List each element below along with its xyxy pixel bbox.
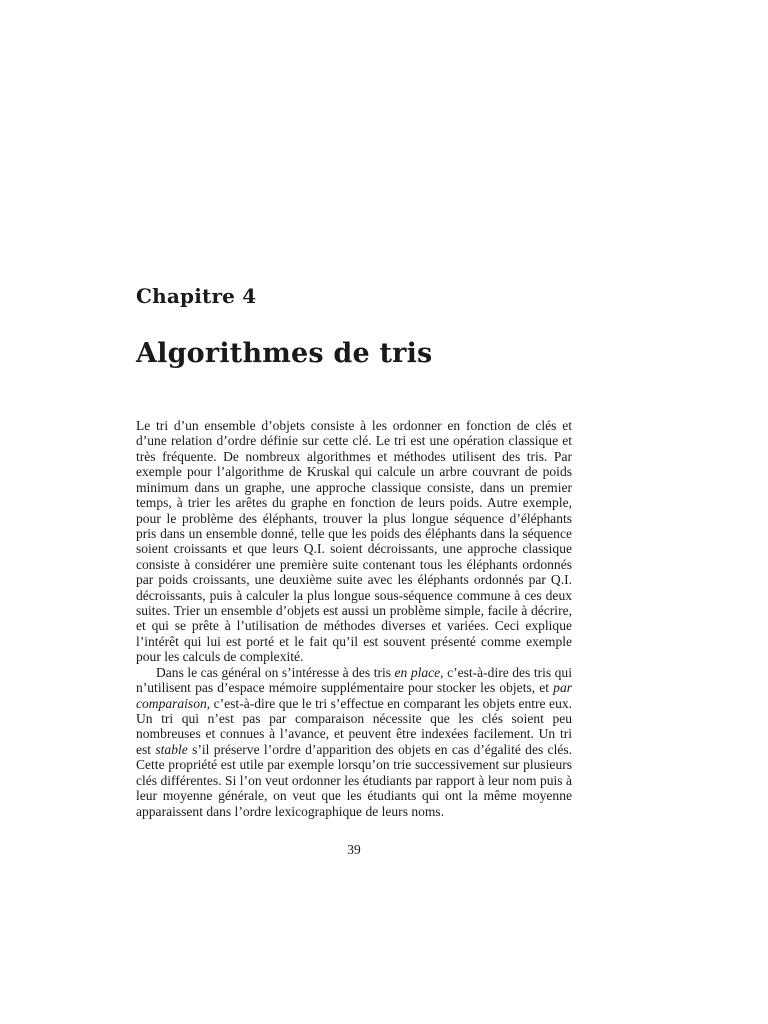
chapter-title: Algorithmes de tris [136,338,433,369]
emphasized-term: par comparaison [136,680,572,711]
page-number: 39 [347,842,361,857]
paragraph-intro [136,418,572,665]
text-segment: , c’est-à-dire que le tri s’effectue en comparant les objets entre eux. Un tri qui n’est pas par comparaison nécessite que les clés soient peu nombreuses et connues à l’avance, et peuvent être indexées facilement. Un tri est [136,695,572,757]
text-segment: Le tri d’un ensemble d’objets consiste à les ordonner en fonction de clés et d’une relation d’ordre définie sur cette clé. Le tri est une opération classique et très fréquente. De nombreux algorithmes et méthodes utilisent des tris. Par exemple pour l’algorithme de Kruskal qui calcule un arbre couvrant de poids minimum dans un graphe, une approche classique consiste, dans un premier temps, à trier les arêtes du graphe en fonction de leurs poids. Autre exemple, pour le problème des éléphants, trouver la plus longue séquence d’éléphants pris dans un ensemble donné, telle que les poids des éléphants dans la séquence soient croissants et que leurs Q.I. soient décroissants, une approche classique consiste à considérer une première suite contenant tous les éléphants ordonnés par poids croissants, une deuxième suite avec les éléphants ordonnés par Q.I. décroissants, puis à calculer la plus longue sous-séquence commune à ces deux suites. Trier un ensemble d’objets est aussi un problème simple, facile à décrire, et qui se prête à l’utilisation de méthodes diverses et variées. Ceci explique l’intérêt qui lui est porté et le fait qu’il est souvent présenté comme exemple pour les calculs de complexité. [136,418,572,665]
emphasized-term: en place [394,664,441,680]
text-segment: Dans le cas général on s’intéresse à des tris [156,664,395,680]
chapter-label: Chapitre 4 [136,284,257,308]
emphasized-term: stable [155,741,188,757]
paragraph-sorting-types [136,665,572,819]
text-segment: , c’est-à-dire des tris qui n’utilisent pas d’espace mémoire supplémentaire pour stocker les objets, et [136,664,572,696]
text-segment: s’il préserve l’ordre d’apparition des objets en cas d’égalité des clés. Cette propriété est utile par exemple lorsqu’on trie successivement sur plusieurs clés différentes. Si l’on veut ordonner les étudiants par rapport à leur nom puis à leur moyenne générale, on veut que les étudiants qui ont la même moyenne apparaissent dans l’ordre lexicographique de leurs noms. [136,741,573,819]
chapter-body [136,418,572,819]
